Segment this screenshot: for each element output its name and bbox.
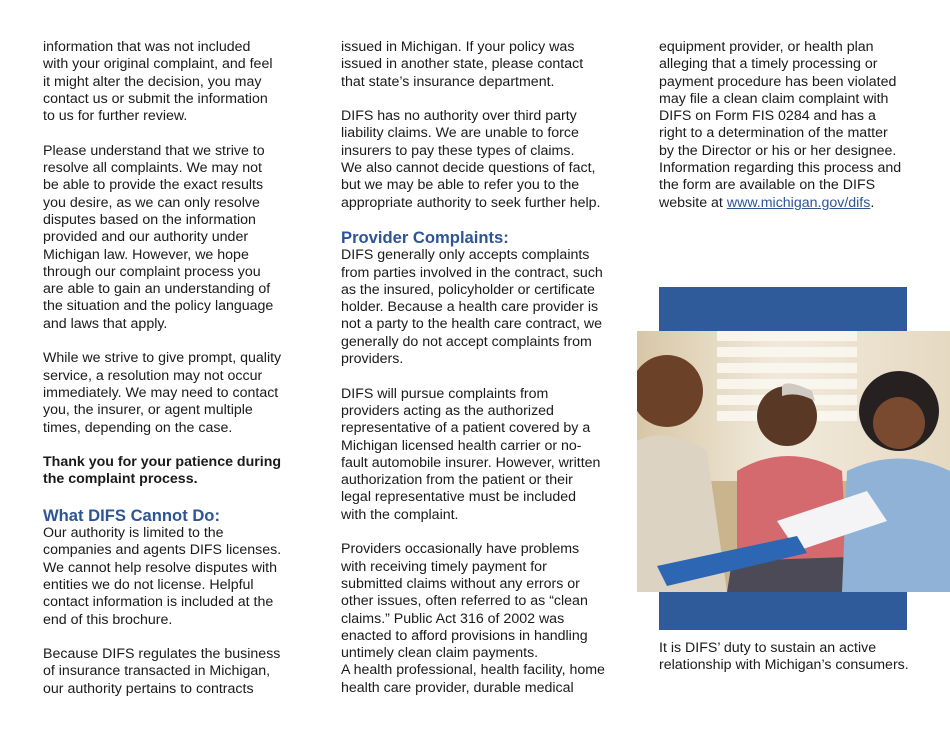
paragraph-thank-you: Thank you for your patience during the complaint process.: [43, 454, 282, 488]
paragraph-clean-claim-complaint: [659, 39, 914, 212]
paragraph-review-info: information that was not included with your original complaint, and feel it might alter the decision, you may contact us or submit the information to us for further review.: [43, 39, 273, 125]
paragraph-issued-michigan: issued in Michigan. If your policy was issued in another state, please contact that state’s insurance department.: [341, 39, 584, 90]
paragraph-authority-limited: Our authority is limited to the companies and agents DIFS licenses. We cannot help resolve disputes with entities we do not license. Helpful contact information is included at the end of this brochure.: [43, 525, 282, 628]
paragraph-accepts-complaints: DIFS generally only accepts complaints from parties involved in the contract, such as the insured, policyholder or certificate holder. Because a health care provider is not a party to the health care contract, we generally do not accept complaints from providers.: [341, 247, 603, 368]
heading-provider-complaints: Provider Complaints:: [341, 228, 509, 248]
column-3: [659, 39, 914, 212]
paragraph-authorized-rep: DIFS will pursue complaints from providers acting as the authorized representative of a patient covered by a Michigan licensed health carrier or no- fault automobile insurer. However, written authorization from the patient or their legal representative must be included with the complaint.: [341, 385, 601, 523]
paragraph-third-party: DIFS has no authority over third party liability claims. We are unable to force insurers to pay these types of claims. We also cannot decide questions of fact, but we may be able to refer you to the appropriate authority to seek further help.: [341, 108, 601, 211]
clean-claim-period: .: [870, 194, 875, 211]
column-1: [43, 39, 293, 698]
blue-band-bottom: [659, 592, 907, 630]
column-2: [341, 39, 609, 697]
photo-caption: It is DIFS’ duty to sustain an active relationship with Michigan’s consumers.: [659, 640, 909, 674]
paragraph-clean-claims: Providers occasionally have problems with receiving timely payment for submitted claims without any errors or other issues, often referred to as “clean claims.” Public Act 316 of 2002 was enacted to afford provisions in handling untimely clean claim payments. A health professional, health facility, home health care provider, durable medical: [341, 541, 605, 696]
paragraph-prompt-service: While we strive to give prompt, quality service, a resolution may not occur immediately. We may need to contact you, the insurer, or agent multiple times, depending on the case.: [43, 350, 282, 436]
difs-website-link[interactable]: www.michigan.gov/difs: [726, 194, 871, 211]
consultation-photo: [637, 331, 950, 592]
paragraph-strive-resolve: Please understand that we strive to resolve all complaints. We may not be able to provide the exact results you desire, as we can only resolve disputes based on the information provided and our authority under Michigan law. However, we hope through our complaint process you are able to gain an understanding of the situation and the policy language and laws that apply.: [43, 142, 274, 332]
paragraph-regulates-business: Because DIFS regulates the business of insurance transacted in Michigan, our authority pertains to contracts: [43, 646, 281, 697]
blue-band-top: [659, 287, 907, 331]
consultation-photo-illustration: [637, 331, 950, 592]
heading-what-difs-cannot-do: What DIFS Cannot Do:: [43, 506, 220, 526]
clean-claim-text: equipment provider, or health plan alleging that a timely processing or payment procedure has been violated may file a clean claim complaint with DIFS on Form FIS 0284 and has a right to a determination of the matter by the Director or his or her designee. Information regarding this process and the form are available on the DIFS website at: [659, 39, 902, 211]
